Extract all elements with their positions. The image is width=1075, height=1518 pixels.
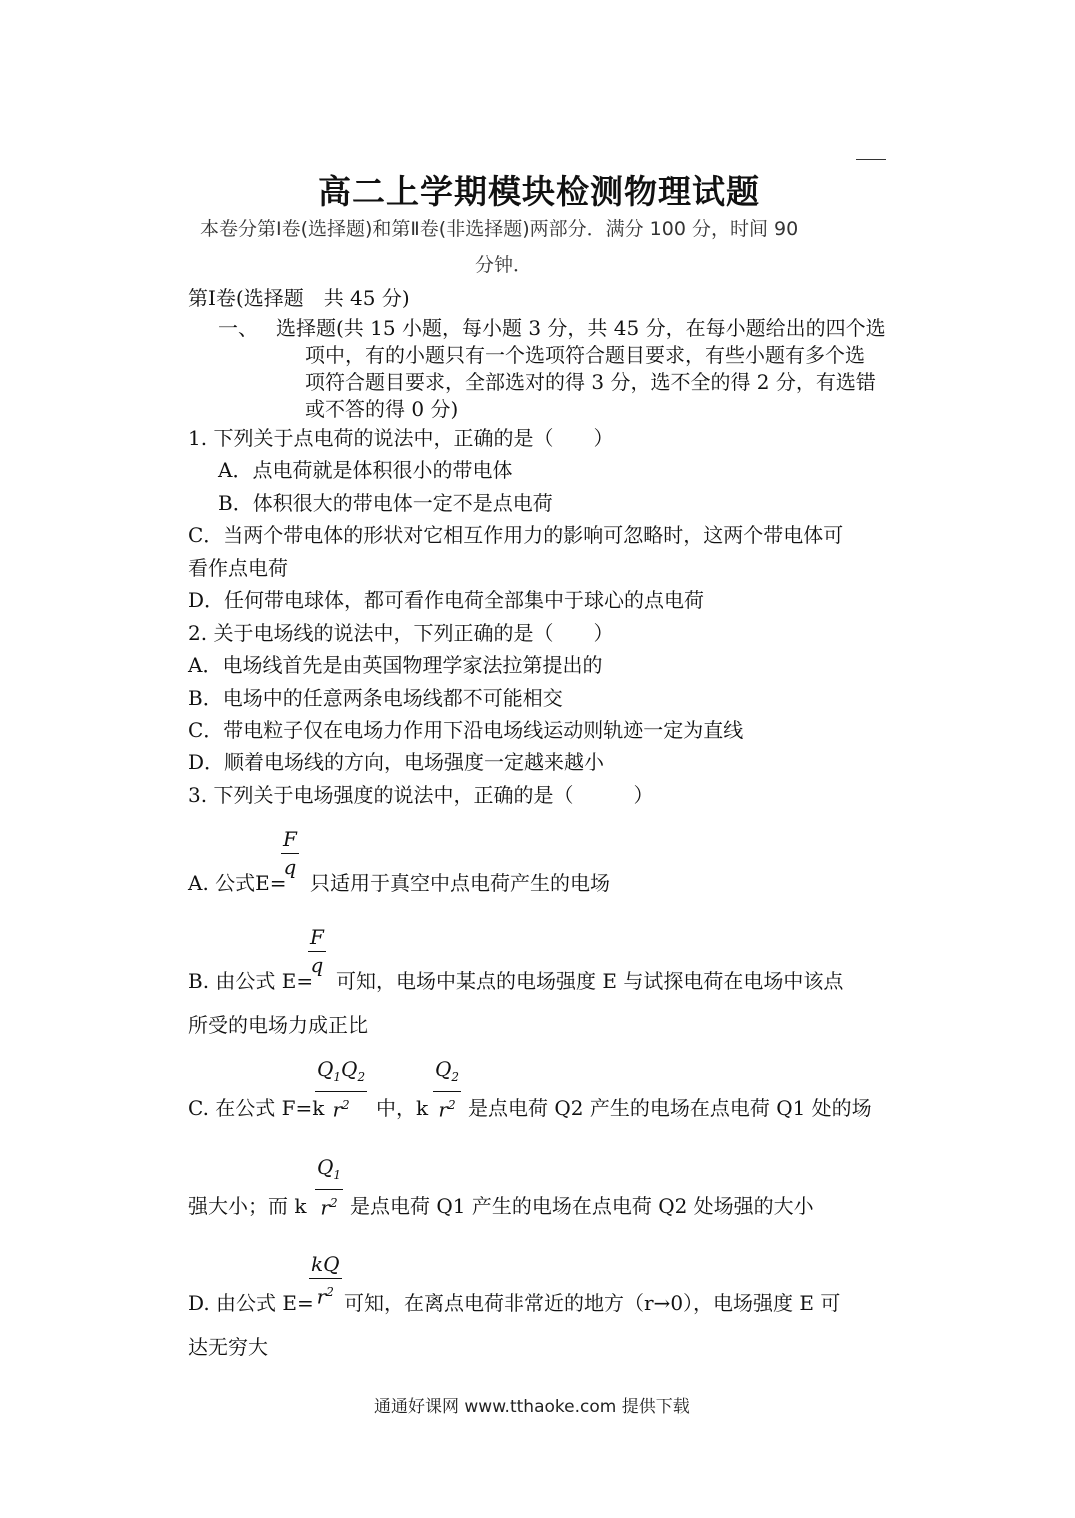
formula-q2-over-r2 bbox=[433, 1058, 461, 1121]
numerator: $Q_2$ bbox=[433, 1058, 461, 1092]
q2-option-d: D．顺着电场线的方向，电场强度一定越来越小 bbox=[188, 750, 605, 774]
instructions-line-4: 或不答的得 0 分) bbox=[305, 397, 459, 421]
q3-option-a-text: 只适用于真空中点电荷产生的电场 bbox=[310, 871, 610, 895]
q3-option-c-line-2-prefix: 强大小；而 k bbox=[188, 1194, 307, 1218]
q1-option-c-line-1: C．当两个带电体的形状对它相互作用力的影响可忽略时，这两个带电体可 bbox=[188, 523, 844, 547]
formula-kq-over-r2 bbox=[309, 1253, 342, 1308]
q3-option-a-prefix: A. 公式E= bbox=[188, 871, 287, 895]
q1-option-d: D．任何带电球体，都可看作电荷全部集中于球心的点电荷 bbox=[188, 588, 705, 612]
numerator: kQ bbox=[309, 1253, 342, 1279]
denominator: $r^2$ bbox=[332, 1097, 350, 1122]
denominator: $r^2$ bbox=[320, 1195, 338, 1220]
subtitle-line-2: 分钟． bbox=[475, 254, 533, 276]
numerator: F bbox=[281, 828, 299, 854]
instructions-line-2: 项中，有的小题只有一个选项符合题目要求，有些小题有多个选 bbox=[305, 343, 865, 367]
corner-mark bbox=[856, 159, 886, 160]
q3-option-d-text: 可知，在离点电荷非常近的地方（r→0），电场强度 E 可 bbox=[344, 1291, 841, 1315]
q3-option-c-line-2-text: 是点电荷 Q1 产生的电场在点电荷 Q2 处场强的大小 bbox=[350, 1194, 814, 1218]
instructions-line-3: 项符合题目要求，全部选对的得 3 分，选不全的得 2 分，有选错 bbox=[305, 370, 876, 394]
numerator: $Q_1$ bbox=[315, 1156, 343, 1190]
denominator: q bbox=[283, 855, 297, 879]
formula-q1-over-r2 bbox=[315, 1156, 343, 1219]
page-title: 高二上学期模块检测物理试题 bbox=[318, 172, 760, 211]
q3-option-d-prefix: D. 由公式 E= bbox=[188, 1291, 314, 1315]
q2-option-c: C．带电粒子仅在电场力作用下沿电场线运动则轨迹一定为直线 bbox=[188, 718, 744, 742]
q2-option-b: B．电场中的任意两条电场线都不可能相交 bbox=[188, 686, 563, 710]
q2-option-a: A．电场线首先是由英国物理学家法拉第提出的 bbox=[188, 653, 603, 677]
subtitle-line-1: 本卷分第Ⅰ卷(选择题)和第Ⅱ卷(非选择题)两部分．满分 100 分，时间 90 bbox=[200, 218, 799, 240]
section-heading: 第Ⅰ卷(选择题 共 45 分) bbox=[188, 286, 410, 310]
footer-credit: 通通好课网 www.tthaoke.com 提供下载 bbox=[374, 1397, 690, 1417]
q3-option-c-middle: 中，k bbox=[376, 1096, 429, 1120]
instructions-line-1: 选择题(共 15 小题，每小题 3 分，共 45 分，在每小题给出的四个选 bbox=[276, 316, 886, 340]
q3-option-b-text: 可知，电场中某点的电场强度 E 与试探电荷在电场中该点 bbox=[336, 969, 844, 993]
numerator: F bbox=[308, 926, 326, 952]
q3-option-c-text: 是点电荷 Q2 产生的电场在点电荷 Q1 处的场 bbox=[468, 1096, 872, 1120]
q1-stem: 1. 下列关于点电荷的说法中，正确的是（ ） bbox=[188, 426, 614, 450]
q2-stem: 2. 关于电场线的说法中，下列正确的是（ ） bbox=[188, 621, 614, 645]
denominator: q bbox=[310, 953, 324, 977]
q3-option-b-line-2: 所受的电场力成正比 bbox=[188, 1013, 368, 1037]
q1-option-b: B．体积很大的带电体一定不是点电荷 bbox=[218, 491, 553, 515]
instructions-number: 一、 bbox=[218, 316, 258, 340]
q3-option-c-prefix: C. 在公式 F=k bbox=[188, 1096, 325, 1120]
q1-option-c-line-2: 看作点电荷 bbox=[188, 556, 288, 580]
numerator: $Q_1Q_2$ bbox=[315, 1058, 367, 1092]
denominator: $r^2$ bbox=[316, 1284, 334, 1309]
denominator: $r^2$ bbox=[438, 1097, 456, 1122]
q3-option-b-prefix: B. 由公式 E= bbox=[188, 969, 314, 993]
q1-option-a: A．点电荷就是体积很小的带电体 bbox=[218, 458, 513, 482]
q3-option-d-line-2: 达无穷大 bbox=[188, 1335, 268, 1359]
q3-stem: 3. 下列关于电场强度的说法中，正确的是（ ） bbox=[188, 783, 654, 807]
